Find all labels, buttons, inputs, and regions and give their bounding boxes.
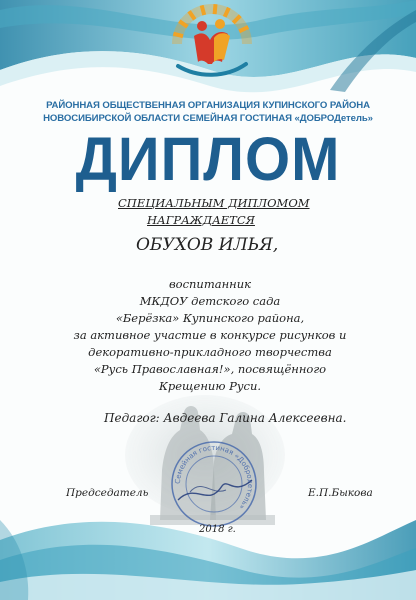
body-line: за активное участие в конкурсе рисунков и: [73, 328, 347, 342]
dobrodetel-logo: [164, 2, 260, 98]
body-line: «Берёзка» Купинского района,: [115, 311, 305, 325]
chair-label: Председатель: [66, 487, 149, 499]
body-line: декоративно-прикладного творчества: [88, 345, 332, 359]
body-line: «Русь Православная!», посвящённого: [93, 362, 327, 376]
diploma-title: ДИПЛОМ: [75, 125, 341, 194]
award-description: [60, 276, 360, 395]
body-line: воспитанник: [168, 277, 252, 291]
organization-name: РАЙОННАЯ ОБЩЕСТВЕННАЯ ОРГАНИЗАЦИЯ КУПИНСКОГО РАЙОНА НОВОСИБИРСКОЙ ОБЛАСТИ СЕМЕЙНАЯ ГОСТИНАЯ «ДОБРОДетель»: [43, 100, 373, 124]
award-line-2: НАГРАЖДАЕТСЯ: [147, 213, 255, 227]
award-line-1: СПЕЦИАЛЬНЫМ ДИПЛОМОМ: [118, 196, 310, 210]
recipient-name: ОБУХОВ ИЛЬЯ,: [136, 235, 279, 255]
organization-stamp: [168, 438, 260, 530]
body-line: МКДОУ детского сада: [139, 294, 281, 308]
teacher-line: Педагог: Авдеева Галина Алексеевна.: [104, 411, 347, 425]
issue-year: 2018 г.: [199, 524, 236, 535]
svg-text:Семейная гостиная «Добродетель: Семейная гостиная «Добродетель»: [173, 443, 255, 512]
signer-name: Е.П.Быкова: [308, 487, 373, 499]
body-line: Крещению Руси.: [158, 379, 262, 393]
